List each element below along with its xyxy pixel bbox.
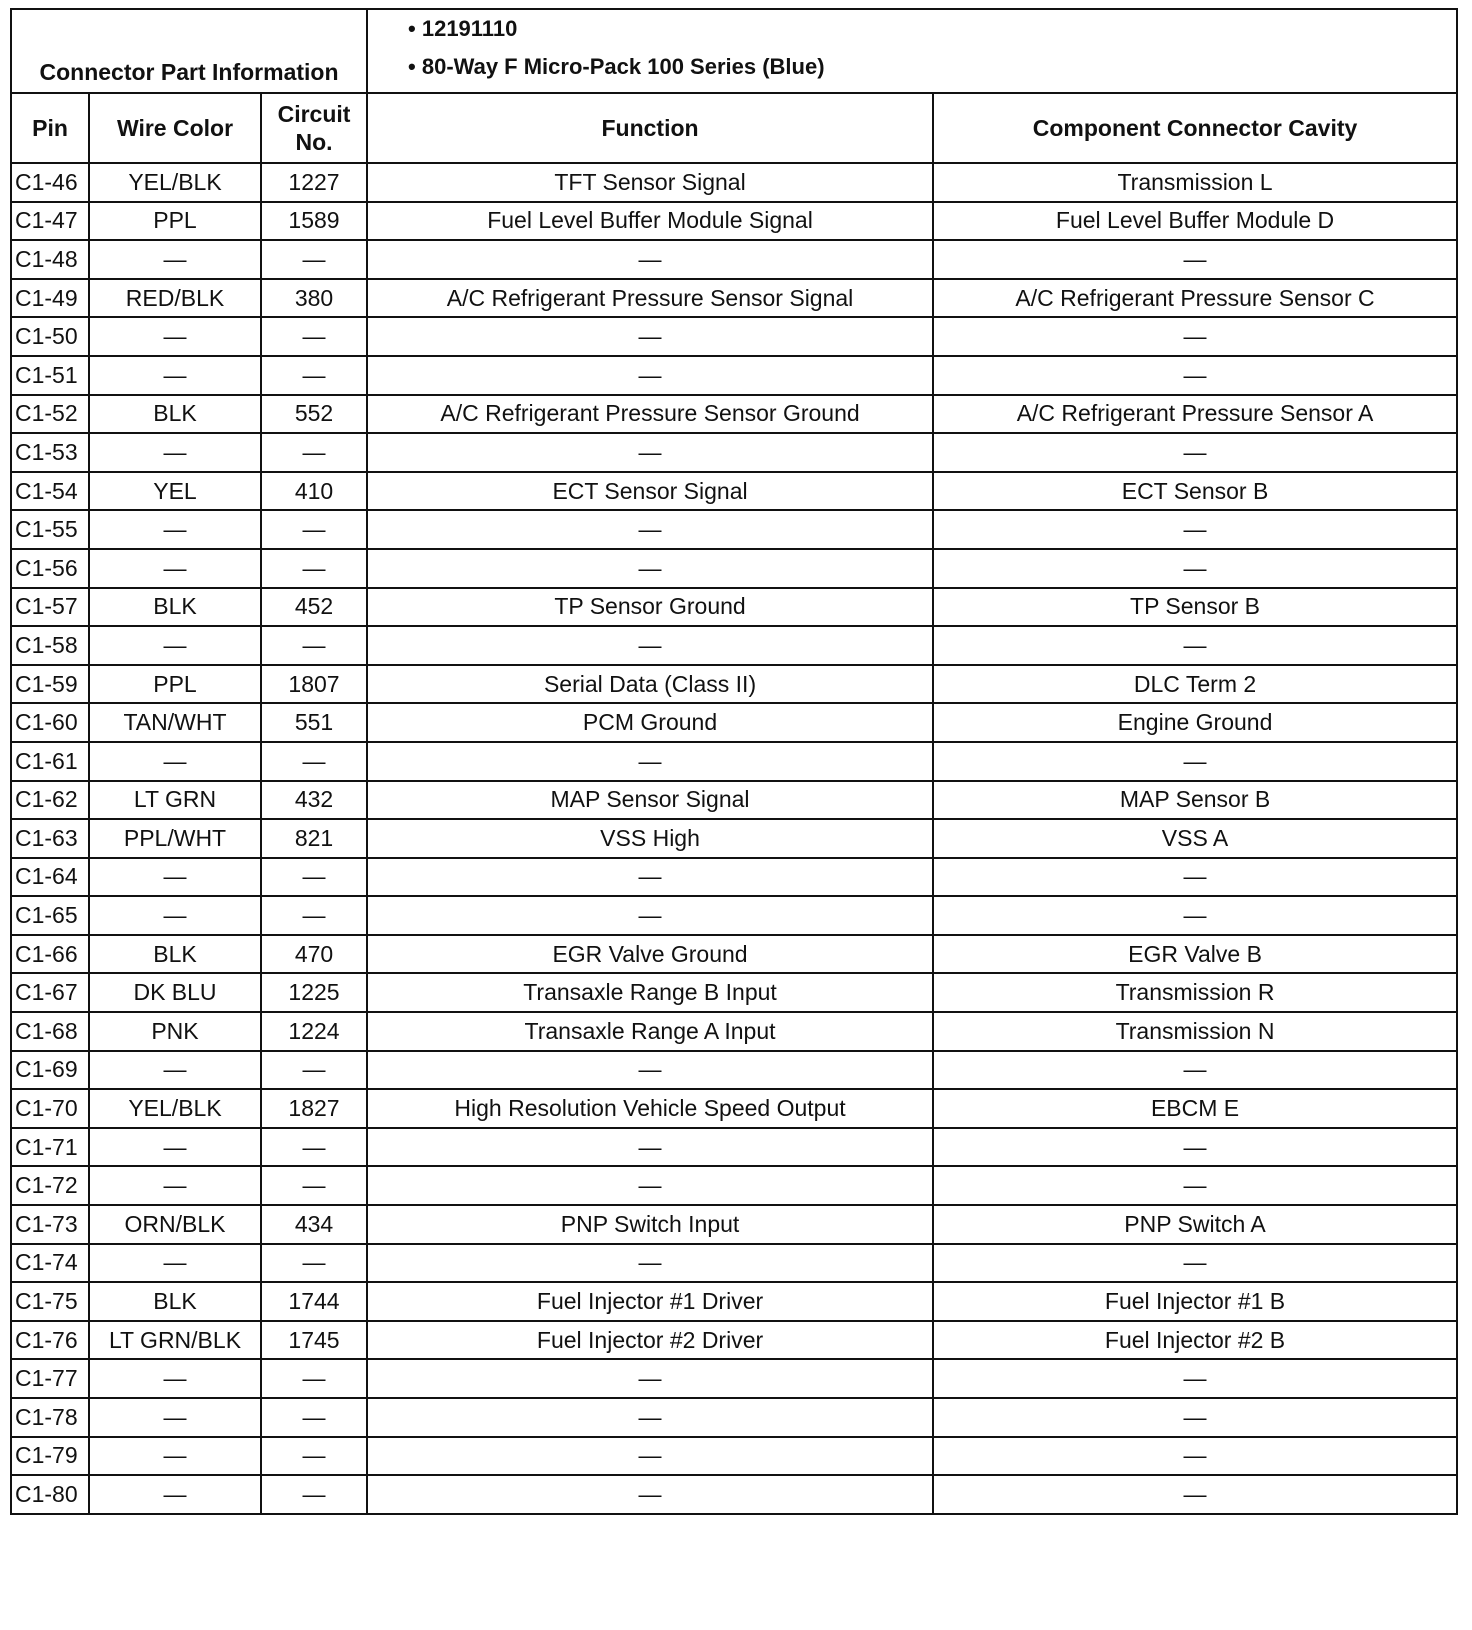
table-row — [11, 1321, 1457, 1360]
table-row — [11, 317, 1457, 356]
column-header-row — [11, 93, 1457, 163]
cavity-cell: Fuel Level Buffer Module D — [933, 202, 1457, 241]
function-cell: — — [367, 1051, 933, 1090]
function-cell: PNP Switch Input — [367, 1205, 933, 1244]
pin-cell: C1-68 — [11, 1012, 89, 1051]
pin-cell: C1-65 — [11, 896, 89, 935]
circuit-cell: — — [261, 1398, 367, 1437]
table-row — [11, 1205, 1457, 1244]
cavity-cell: — — [933, 1244, 1457, 1283]
pin-cell: C1-77 — [11, 1359, 89, 1398]
part-number: • 12191110 — [408, 16, 518, 41]
cavity-cell: — — [933, 510, 1457, 549]
wire-color-cell: — — [89, 1051, 261, 1090]
function-cell: ECT Sensor Signal — [367, 472, 933, 511]
circuit-cell: — — [261, 1128, 367, 1167]
circuit-cell: — — [261, 896, 367, 935]
circuit-cell: — — [261, 1359, 367, 1398]
function-cell: Fuel Injector #2 Driver — [367, 1321, 933, 1360]
function-cell: MAP Sensor Signal — [367, 781, 933, 820]
circuit-cell: — — [261, 1437, 367, 1476]
cavity-cell: A/C Refrigerant Pressure Sensor A — [933, 395, 1457, 434]
table-row — [11, 1128, 1457, 1167]
pin-cell: C1-51 — [11, 356, 89, 395]
function-cell: — — [367, 549, 933, 588]
cavity-cell: ECT Sensor B — [933, 472, 1457, 511]
function-cell: PCM Ground — [367, 703, 933, 742]
circuit-cell: 470 — [261, 935, 367, 974]
pin-cell: C1-47 — [11, 202, 89, 241]
function-cell: A/C Refrigerant Pressure Sensor Ground — [367, 395, 933, 434]
wire-color-cell: — — [89, 858, 261, 897]
cavity-cell: — — [933, 1166, 1457, 1205]
pin-cell: C1-72 — [11, 1166, 89, 1205]
circuit-cell: 1225 — [261, 973, 367, 1012]
wire-color-cell: — — [89, 317, 261, 356]
table-row — [11, 1398, 1457, 1437]
function-cell: TFT Sensor Signal — [367, 163, 933, 202]
wire-color-cell: YEL/BLK — [89, 1089, 261, 1128]
pin-cell: C1-50 — [11, 317, 89, 356]
circuit-cell: 1224 — [261, 1012, 367, 1051]
wire-color-cell: — — [89, 1437, 261, 1476]
table-row — [11, 1166, 1457, 1205]
cavity-cell: Transmission N — [933, 1012, 1457, 1051]
wire-color-cell: — — [89, 1244, 261, 1283]
table-row — [11, 973, 1457, 1012]
cavity-cell: — — [933, 1437, 1457, 1476]
pin-cell: C1-56 — [11, 549, 89, 588]
pin-cell: C1-66 — [11, 935, 89, 974]
function-cell: — — [367, 1244, 933, 1283]
function-cell: — — [367, 240, 933, 279]
circuit-cell: — — [261, 1051, 367, 1090]
pin-cell: C1-78 — [11, 1398, 89, 1437]
function-cell: VSS High — [367, 819, 933, 858]
wire-color-cell: PPL — [89, 202, 261, 241]
circuit-cell: — — [261, 510, 367, 549]
circuit-cell: 1227 — [261, 163, 367, 202]
wire-color-cell: LT GRN/BLK — [89, 1321, 261, 1360]
cavity-cell: A/C Refrigerant Pressure Sensor C — [933, 279, 1457, 318]
table-row — [11, 626, 1457, 665]
cavity-cell: — — [933, 1051, 1457, 1090]
function-cell: — — [367, 317, 933, 356]
wire-color-cell: BLK — [89, 395, 261, 434]
wire-color-cell: PPL/WHT — [89, 819, 261, 858]
table-row — [11, 279, 1457, 318]
table-row — [11, 433, 1457, 472]
circuit-header-line2: No. — [295, 129, 333, 155]
cavity-cell: Transmission R — [933, 973, 1457, 1012]
wire-color-cell: — — [89, 1475, 261, 1514]
table-row — [11, 202, 1457, 241]
function-cell: A/C Refrigerant Pressure Sensor Signal — [367, 279, 933, 318]
pin-cell: C1-69 — [11, 1051, 89, 1090]
table-row — [11, 665, 1457, 704]
function-cell: — — [367, 1128, 933, 1167]
cavity-cell: DLC Term 2 — [933, 665, 1457, 704]
circuit-cell: 452 — [261, 588, 367, 627]
wire-color-cell: — — [89, 433, 261, 472]
pin-rows — [11, 163, 1457, 1514]
wire-color-cell: TAN/WHT — [89, 703, 261, 742]
wire-color-cell: — — [89, 549, 261, 588]
cavity-cell: — — [933, 317, 1457, 356]
pin-cell: C1-71 — [11, 1128, 89, 1167]
function-cell: EGR Valve Ground — [367, 935, 933, 974]
wire-color-cell: — — [89, 510, 261, 549]
part-info-label: Connector Part Information — [11, 9, 367, 93]
cavity-column-header: Component Connector Cavity — [933, 93, 1457, 163]
circuit-cell: — — [261, 433, 367, 472]
table-row — [11, 742, 1457, 781]
pin-cell: C1-58 — [11, 626, 89, 665]
table-row — [11, 1282, 1457, 1321]
cavity-cell: — — [933, 356, 1457, 395]
circuit-cell: 551 — [261, 703, 367, 742]
pin-cell: C1-76 — [11, 1321, 89, 1360]
wire-color-cell: PNK — [89, 1012, 261, 1051]
pin-cell: C1-53 — [11, 433, 89, 472]
circuit-cell: — — [261, 742, 367, 781]
wire-color-cell: — — [89, 1128, 261, 1167]
table-row — [11, 510, 1457, 549]
cavity-cell: EBCM E — [933, 1089, 1457, 1128]
wire-color-cell: — — [89, 896, 261, 935]
function-cell: — — [367, 1437, 933, 1476]
table-row — [11, 588, 1457, 627]
wire-color-cell: LT GRN — [89, 781, 261, 820]
pin-cell: C1-57 — [11, 588, 89, 627]
function-cell: — — [367, 1475, 933, 1514]
pin-cell: C1-67 — [11, 973, 89, 1012]
circuit-cell: — — [261, 240, 367, 279]
function-cell: Fuel Injector #1 Driver — [367, 1282, 933, 1321]
circuit-cell: — — [261, 317, 367, 356]
wire-color-cell: — — [89, 1166, 261, 1205]
pin-cell: C1-73 — [11, 1205, 89, 1244]
wire-color-cell: — — [89, 626, 261, 665]
circuit-cell: 434 — [261, 1205, 367, 1244]
connector-table — [10, 8, 1458, 1515]
table-row — [11, 1051, 1457, 1090]
pin-cell: C1-63 — [11, 819, 89, 858]
cavity-cell: MAP Sensor B — [933, 781, 1457, 820]
circuit-cell: — — [261, 356, 367, 395]
cavity-cell: — — [933, 1475, 1457, 1514]
wire-color-cell: YEL — [89, 472, 261, 511]
cavity-cell: PNP Switch A — [933, 1205, 1457, 1244]
pin-cell: C1-48 — [11, 240, 89, 279]
cavity-cell: EGR Valve B — [933, 935, 1457, 974]
circuit-cell: 432 — [261, 781, 367, 820]
cavity-cell: — — [933, 1359, 1457, 1398]
pin-cell: C1-60 — [11, 703, 89, 742]
table-row — [11, 1244, 1457, 1283]
table-row — [11, 1012, 1457, 1051]
function-cell: High Resolution Vehicle Speed Output — [367, 1089, 933, 1128]
pin-cell: C1-52 — [11, 395, 89, 434]
circuit-header-line1: Circuit — [277, 101, 351, 127]
function-cell: — — [367, 356, 933, 395]
pin-cell: C1-74 — [11, 1244, 89, 1283]
wire-color-cell: — — [89, 1398, 261, 1437]
wire-color-cell: BLK — [89, 935, 261, 974]
cavity-cell: — — [933, 240, 1457, 279]
cavity-cell: — — [933, 1128, 1457, 1167]
table-row — [11, 163, 1457, 202]
wire-color-cell: — — [89, 1359, 261, 1398]
cavity-cell: TP Sensor B — [933, 588, 1457, 627]
cavity-cell: Fuel Injector #1 B — [933, 1282, 1457, 1321]
wire-color-cell: BLK — [89, 1282, 261, 1321]
cavity-cell: — — [933, 626, 1457, 665]
cavity-cell: — — [933, 1398, 1457, 1437]
circuit-cell: — — [261, 858, 367, 897]
table-row — [11, 1475, 1457, 1514]
circuit-cell: 1827 — [261, 1089, 367, 1128]
pin-cell: C1-62 — [11, 781, 89, 820]
pin-cell: C1-49 — [11, 279, 89, 318]
function-cell: Serial Data (Class II) — [367, 665, 933, 704]
pin-column-header: Pin — [11, 93, 89, 163]
cavity-cell: — — [933, 742, 1457, 781]
cavity-cell: — — [933, 858, 1457, 897]
wire-color-cell: ORN/BLK — [89, 1205, 261, 1244]
wire-color-cell: YEL/BLK — [89, 163, 261, 202]
wire-color-cell: — — [89, 240, 261, 279]
wire-color-cell: BLK — [89, 588, 261, 627]
wire-color-column-header: Wire Color — [89, 93, 261, 163]
table-row — [11, 549, 1457, 588]
circuit-cell: — — [261, 1244, 367, 1283]
wire-color-cell: — — [89, 356, 261, 395]
function-cell: Transaxle Range B Input — [367, 973, 933, 1012]
function-cell: — — [367, 1398, 933, 1437]
function-cell: — — [367, 626, 933, 665]
connector-sheet — [10, 8, 1458, 1515]
circuit-cell: 1589 — [261, 202, 367, 241]
wire-color-cell: — — [89, 742, 261, 781]
cavity-cell: VSS A — [933, 819, 1457, 858]
pin-cell: C1-46 — [11, 163, 89, 202]
circuit-cell: 821 — [261, 819, 367, 858]
pin-cell: C1-55 — [11, 510, 89, 549]
table-row — [11, 395, 1457, 434]
part-info-list — [367, 9, 1457, 93]
circuit-no-column-header — [261, 93, 367, 163]
circuit-cell: — — [261, 549, 367, 588]
cavity-cell: — — [933, 549, 1457, 588]
function-cell: — — [367, 896, 933, 935]
table-row — [11, 1359, 1457, 1398]
wire-color-cell: PPL — [89, 665, 261, 704]
function-cell: — — [367, 1166, 933, 1205]
function-cell: Transaxle Range A Input — [367, 1012, 933, 1051]
function-cell: — — [367, 742, 933, 781]
cavity-cell: — — [933, 433, 1457, 472]
pin-cell: C1-79 — [11, 1437, 89, 1476]
circuit-cell: 1744 — [261, 1282, 367, 1321]
cavity-cell: — — [933, 896, 1457, 935]
table-row — [11, 240, 1457, 279]
circuit-cell: 380 — [261, 279, 367, 318]
function-cell: TP Sensor Ground — [367, 588, 933, 627]
cavity-cell: Transmission L — [933, 163, 1457, 202]
function-cell: — — [367, 433, 933, 472]
table-row — [11, 1437, 1457, 1476]
part-info-row — [11, 9, 1457, 93]
function-cell: — — [367, 510, 933, 549]
circuit-cell: 1745 — [261, 1321, 367, 1360]
wire-color-cell: DK BLU — [89, 973, 261, 1012]
table-row — [11, 819, 1457, 858]
table-row — [11, 896, 1457, 935]
pin-cell: C1-59 — [11, 665, 89, 704]
circuit-cell: — — [261, 1166, 367, 1205]
function-cell: — — [367, 1359, 933, 1398]
cavity-cell: Fuel Injector #2 B — [933, 1321, 1457, 1360]
circuit-cell: 1807 — [261, 665, 367, 704]
connector-description: • 80-Way F Micro-Pack 100 Series (Blue) — [408, 54, 825, 79]
circuit-cell: — — [261, 626, 367, 665]
pin-cell: C1-54 — [11, 472, 89, 511]
table-row — [11, 935, 1457, 974]
table-row — [11, 356, 1457, 395]
wire-color-cell: RED/BLK — [89, 279, 261, 318]
table-row — [11, 472, 1457, 511]
pin-cell: C1-61 — [11, 742, 89, 781]
table-row — [11, 781, 1457, 820]
pin-cell: C1-80 — [11, 1475, 89, 1514]
function-cell: Fuel Level Buffer Module Signal — [367, 202, 933, 241]
circuit-cell: 552 — [261, 395, 367, 434]
pin-cell: C1-70 — [11, 1089, 89, 1128]
function-cell: — — [367, 858, 933, 897]
cavity-cell: Engine Ground — [933, 703, 1457, 742]
function-column-header: Function — [367, 93, 933, 163]
table-row — [11, 858, 1457, 897]
pin-cell: C1-64 — [11, 858, 89, 897]
table-row — [11, 703, 1457, 742]
circuit-cell: — — [261, 1475, 367, 1514]
pin-cell: C1-75 — [11, 1282, 89, 1321]
table-row — [11, 1089, 1457, 1128]
circuit-cell: 410 — [261, 472, 367, 511]
